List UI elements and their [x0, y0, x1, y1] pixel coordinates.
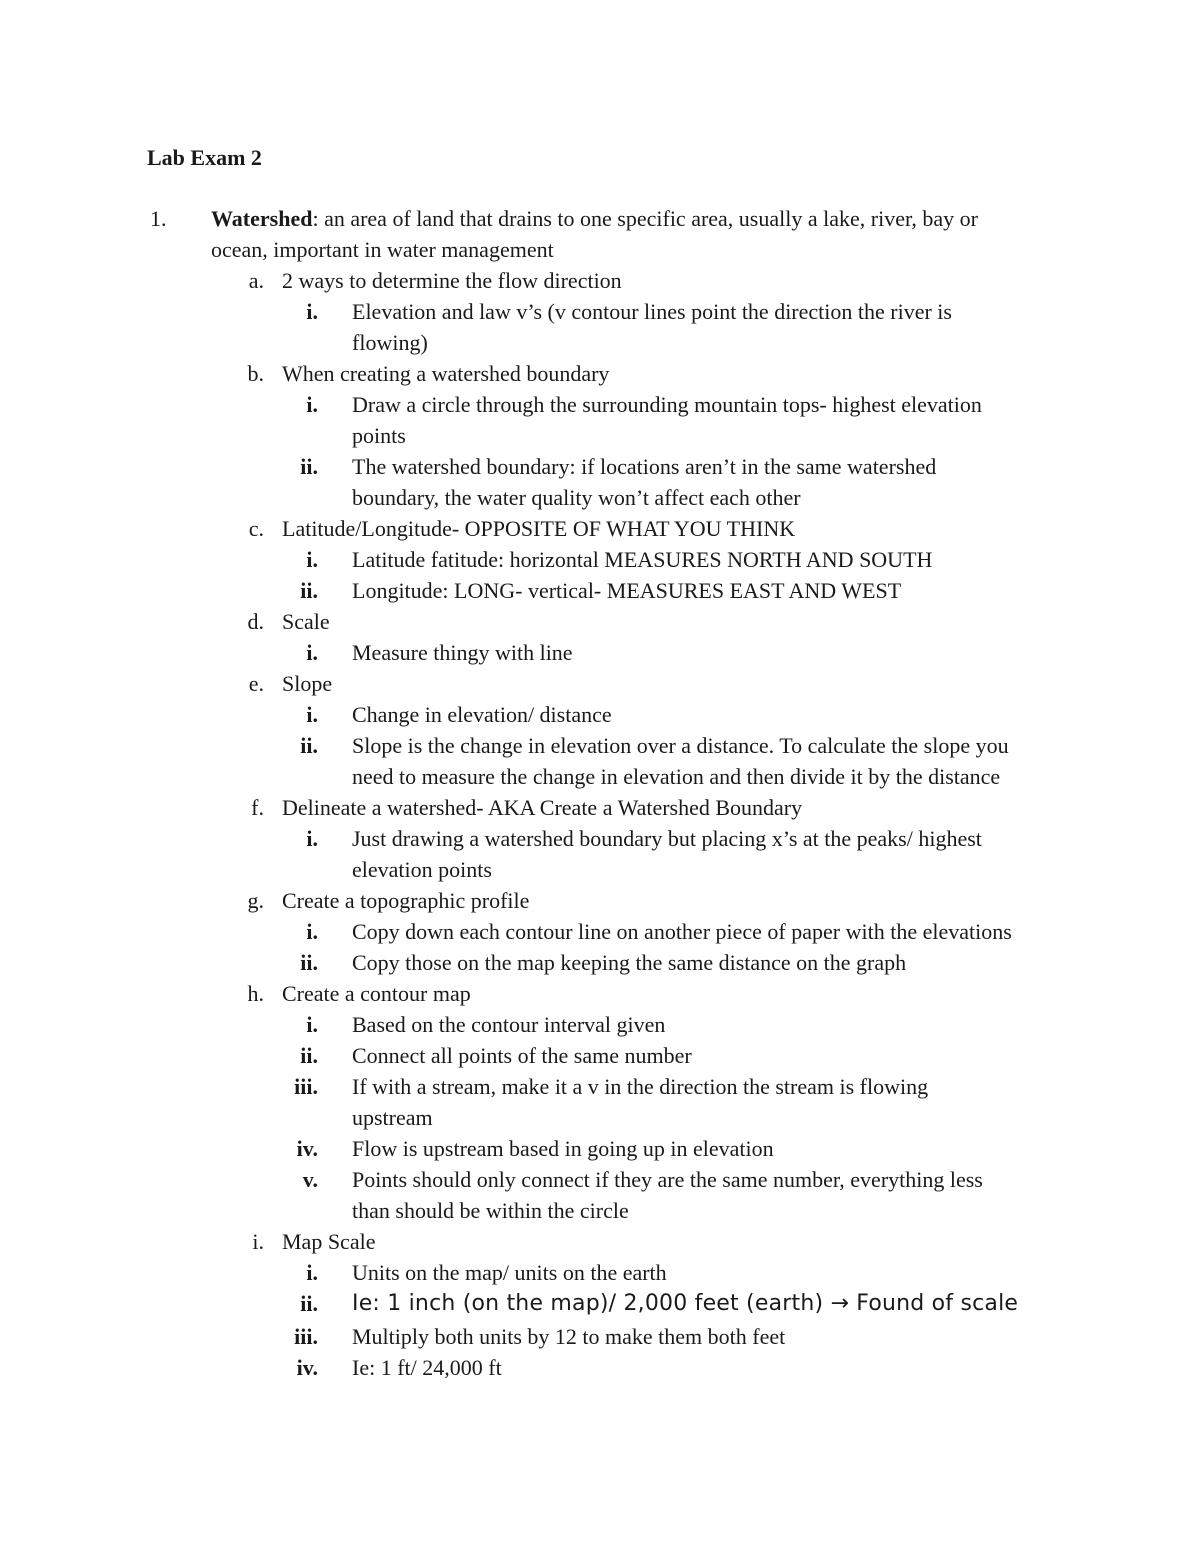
item-i-iii-text: Multiply both units by 12 to make them both feet [352, 1324, 786, 1349]
item-i-i-text: Units on the map/ units on the earth [352, 1260, 667, 1285]
item-e-i-marker: i. [306, 702, 318, 727]
item-c-i-text: Latitude fatitude: horizontal MEASURES NORTH AND SOUTH [352, 547, 933, 572]
item-c-text: Latitude/Longitude- OPPOSITE OF WHAT YOU THINK [282, 516, 796, 541]
item-g-i-marker: i. [306, 919, 318, 944]
item-g-marker: g. [247, 888, 264, 913]
item-1-line-1 [211, 203, 978, 234]
item-1-definition: : an area of land that drains to one specific area, usually a lake, river, bay or [312, 206, 979, 231]
item-1-line-2: ocean, important in water management [211, 237, 554, 262]
item-a-i-line-1: Elevation and law v’s (v contour lines point the direction the river is [352, 299, 952, 324]
item-i-marker: i. [252, 1229, 264, 1254]
item-i-iii-marker: iii. [294, 1324, 318, 1349]
item-h-ii-text: Connect all points of the same number [352, 1043, 692, 1068]
item-g-ii-marker: ii. [300, 950, 318, 975]
item-b-i-line-1: Draw a circle through the surrounding mountain tops- highest elevation [352, 392, 982, 417]
item-h-v-line-1: Points should only connect if they are the same number, everything less [352, 1167, 983, 1192]
item-h-i-marker: i. [306, 1012, 318, 1037]
item-h-i-text: Based on the contour interval given [352, 1012, 666, 1037]
item-i-ii-marker: ii. [300, 1291, 318, 1316]
item-c-marker: c. [248, 516, 264, 541]
item-i-iv-text: Ie: 1 ft/ 24,000 ft [352, 1355, 502, 1380]
item-f-i-marker: i. [306, 826, 318, 851]
item-1-term: Watershed [211, 206, 313, 231]
item-f-text: Delineate a watershed- AKA Create a Watershed Boundary [282, 795, 803, 820]
item-i-ii-text: Ie: 1 inch (on the map)/ 2,000 feet (earth) → Found of scale [352, 1291, 1019, 1316]
item-b-i-marker: i. [306, 392, 318, 417]
item-b-i-line-2: points [352, 423, 406, 448]
item-e-text: Slope [282, 671, 333, 696]
item-i-text: Map Scale [282, 1229, 376, 1254]
item-e-marker: e. [248, 671, 264, 696]
item-i-iv-marker: iv. [296, 1355, 318, 1380]
item-h-iii-marker: iii. [294, 1074, 318, 1099]
item-c-ii-text: Longitude: LONG- vertical- MEASURES EAST AND WEST [352, 578, 902, 603]
document-title: Lab Exam 2 [147, 145, 262, 170]
item-h-iii-line-2: upstream [352, 1105, 433, 1130]
item-h-marker: h. [247, 981, 264, 1006]
item-h-iv-marker: iv. [296, 1136, 318, 1161]
item-h-iii-line-1: If with a stream, make it a v in the direction the stream is flowing [352, 1074, 929, 1099]
item-a-i-marker: i. [306, 299, 318, 324]
item-a-text: 2 ways to determine the flow direction [282, 268, 622, 293]
item-d-text: Scale [282, 609, 330, 634]
item-h-ii-marker: ii. [300, 1043, 318, 1068]
item-g-text: Create a topographic profile [282, 888, 530, 913]
item-f-i-line-2: elevation points [352, 857, 492, 882]
item-i-i-marker: i. [306, 1260, 318, 1285]
item-b-ii-line-1: The watershed boundary: if locations aren’t in the same watershed [352, 454, 937, 479]
item-b-marker: b. [247, 361, 264, 386]
item-h-iv-text: Flow is upstream based in going up in elevation [352, 1136, 774, 1161]
item-e-ii-line-1: Slope is the change in elevation over a distance. To calculate the slope you [352, 733, 1009, 758]
item-f-marker: f. [251, 795, 264, 820]
item-c-i-marker: i. [306, 547, 318, 572]
item-d-i-text: Measure thingy with line [352, 640, 573, 665]
item-d-marker: d. [247, 609, 264, 634]
item-b-ii-line-2: boundary, the water quality won’t affect each other [352, 485, 801, 510]
item-e-ii-line-2: need to measure the change in elevation and then divide it by the distance [352, 764, 1001, 789]
item-f-i-line-1: Just drawing a watershed boundary but placing x’s at the peaks/ highest [352, 826, 982, 851]
item-c-ii-marker: ii. [300, 578, 318, 603]
item-a-marker: a. [248, 268, 264, 293]
item-g-ii-text: Copy those on the map keeping the same distance on the graph [352, 950, 907, 975]
item-g-i-text: Copy down each contour line on another piece of paper with the elevations [352, 919, 1012, 944]
item-e-i-text: Change in elevation/ distance [352, 702, 612, 727]
item-b-text: When creating a watershed boundary [282, 361, 610, 386]
item-d-i-marker: i. [306, 640, 318, 665]
item-a-i-line-2: flowing) [352, 330, 428, 355]
item-b-ii-marker: ii. [300, 454, 318, 479]
item-h-v-marker: v. [302, 1167, 318, 1192]
item-e-ii-marker: ii. [300, 733, 318, 758]
item-1-marker: 1. [150, 206, 167, 231]
item-h-v-line-2: than should be within the circle [352, 1198, 629, 1223]
item-h-text: Create a contour map [282, 981, 471, 1006]
